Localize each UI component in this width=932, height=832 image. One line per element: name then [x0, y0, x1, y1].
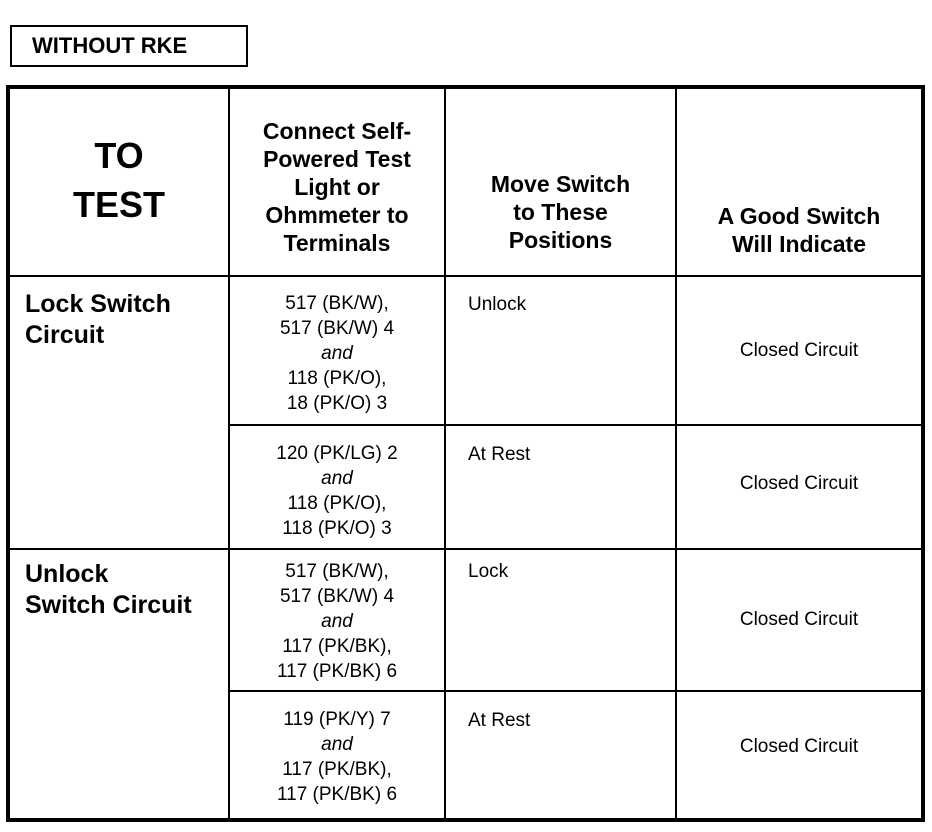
terminal-line: 117 (PK/BK) 6 [276, 784, 398, 805]
terminal-line: 517 (BK/W) 4 [279, 586, 395, 607]
result-text: Closed Circuit [739, 473, 859, 494]
row-divider [228, 424, 921, 426]
terminal-line: 118 (PK/O), [287, 493, 387, 514]
header-connect [230, 117, 444, 257]
header-line: Light or [294, 174, 380, 200]
terminal-line: 517 (BK/W), [285, 561, 389, 582]
to-test-line: Switch Circuit [25, 591, 192, 619]
switch-position: Lock [468, 561, 509, 582]
header-move-switch [446, 170, 675, 254]
header-good-switch [677, 202, 921, 258]
terminal-line: 118 (PK/O) 3 [282, 518, 392, 539]
to-test-line: Unlock [25, 560, 109, 588]
header-divider [10, 275, 921, 277]
terminal-line: 117 (PK/BK) 6 [276, 661, 398, 682]
header-line: TO [94, 135, 144, 176]
header-line: A Good Switch [717, 203, 881, 229]
switch-position: Unlock [468, 294, 527, 315]
terminal-line: 119 (PK/Y) 7 [283, 709, 391, 730]
header-line: TEST [72, 184, 165, 225]
terminal-line: 117 (PK/BK), [282, 636, 392, 657]
header-line: Ohmmeter to [265, 202, 409, 228]
terminals-cell [230, 291, 444, 416]
column-divider [675, 89, 677, 818]
to-test-line: Circuit [25, 321, 105, 349]
switch-position: At Rest [468, 710, 531, 731]
terminals-cell [230, 559, 444, 684]
result-text: Closed Circuit [739, 736, 859, 757]
header-to-test [10, 131, 228, 229]
header-line: Move Switch [490, 171, 631, 197]
terminal-line: 117 (PK/BK), [282, 759, 392, 780]
header-line: Will Indicate [732, 231, 866, 257]
terminal-line: 18 (PK/O) 3 [286, 393, 388, 414]
header-line: Terminals [283, 230, 391, 256]
to-test-lock-switch-circuit [25, 289, 225, 351]
row-divider [228, 690, 921, 692]
terminal-line: 517 (BK/W) 4 [279, 318, 395, 339]
terminals-cell [230, 441, 444, 541]
to-test-unlock-switch-circuit [25, 559, 225, 621]
header-line: Connect Self- [262, 118, 412, 144]
result-text: Closed Circuit [739, 609, 859, 630]
header-line: Powered Test [263, 146, 411, 172]
terminal-line: 517 (BK/W), [285, 293, 389, 314]
terminal-line: 120 (PK/LG) 2 [276, 443, 398, 464]
terminals-cell [230, 707, 444, 807]
terminal-conjunction: and [321, 343, 353, 364]
without-rke-label: WITHOUT RKE [10, 25, 248, 67]
header-line: Positions [508, 227, 613, 253]
terminal-line: 118 (PK/O), [287, 368, 387, 389]
switch-position: At Rest [468, 444, 531, 465]
terminal-conjunction: and [321, 611, 353, 632]
terminal-conjunction: and [321, 468, 353, 489]
group-divider [10, 548, 921, 550]
to-test-line: Lock Switch [25, 290, 171, 318]
terminal-conjunction: and [321, 734, 353, 755]
result-text: Closed Circuit [739, 340, 859, 361]
header-line: to These [513, 199, 608, 225]
